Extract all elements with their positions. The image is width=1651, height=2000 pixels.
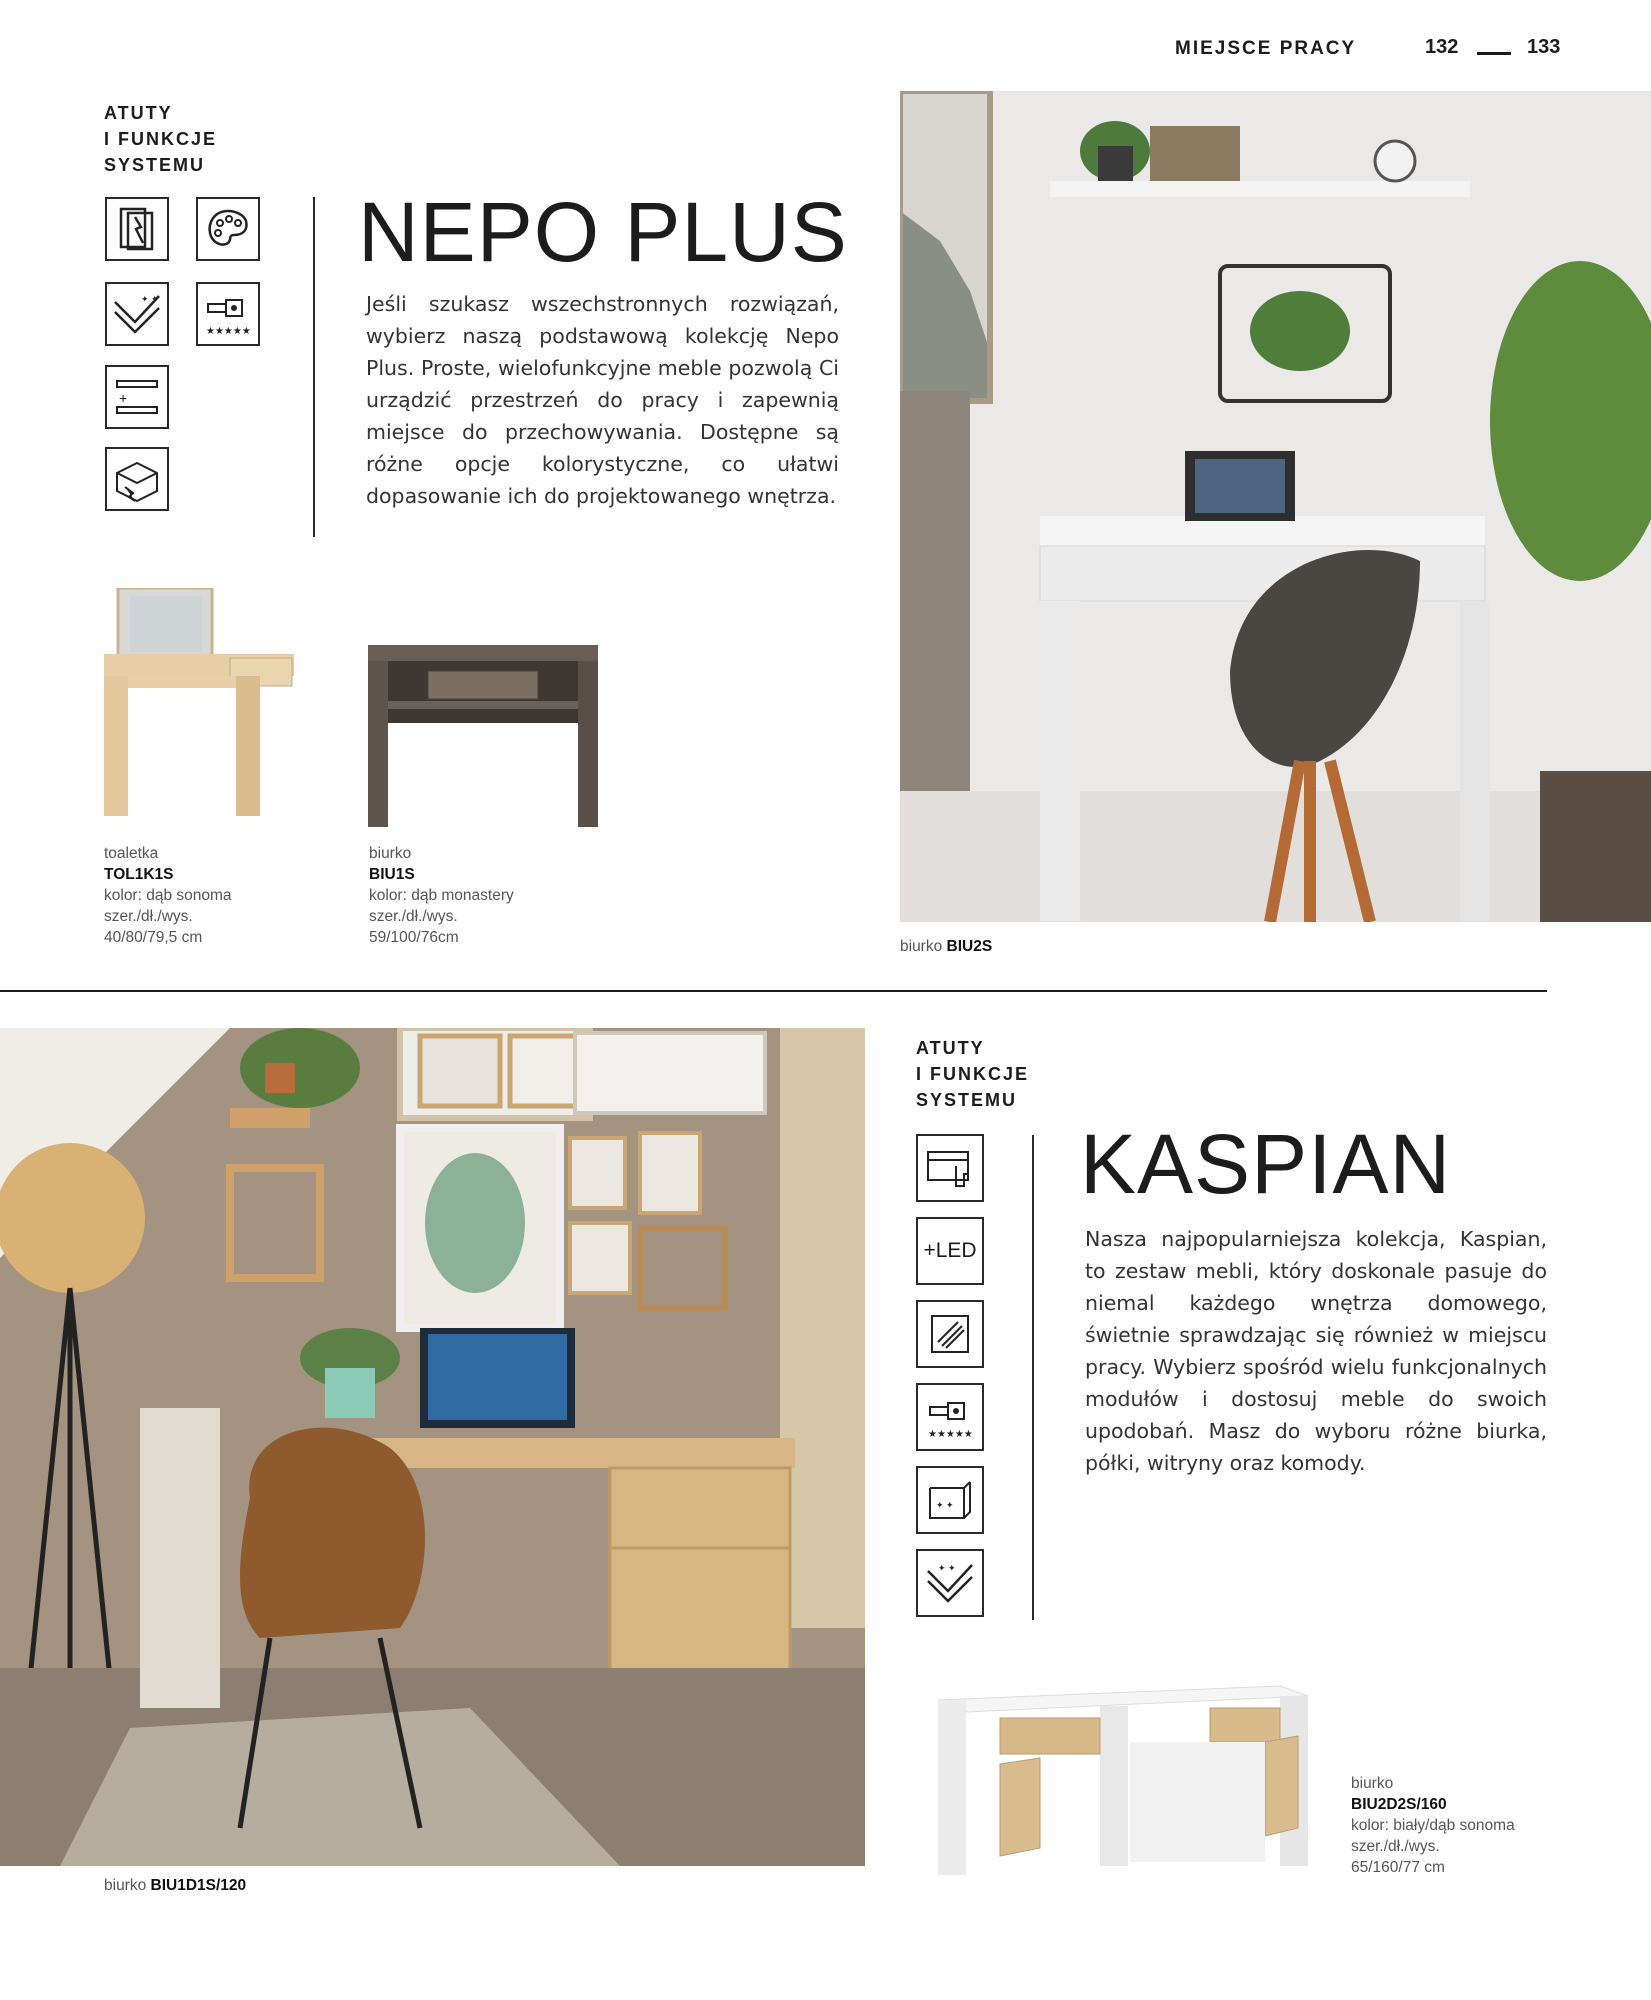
svg-text:✦ ✦: ✦ ✦ <box>936 1500 954 1510</box>
hinge-quality-icon <box>916 1383 984 1451</box>
nepo-title: NEPO PLUS <box>358 185 848 279</box>
rating-stars: ★★★★★ <box>928 1429 973 1440</box>
drawer-icon <box>916 1466 984 1534</box>
desk-biu1s-image <box>368 645 598 827</box>
product-code: TOL1K1S <box>104 866 174 883</box>
nepo-description: Jeśli szukasz wszechstronnych rozwiązań, wybierz naszą podstawową kolekcję Nepo Plus. Proste, wielofunkcyjne meble pozwolą Ci urządzić przestrzeń do pracy i zapewnią miejsce do przechowywania. Dostępne są różne opcje kolorystyczne, co ułatwi dopasowanie ich do projektowanego wnętrza. <box>366 292 839 508</box>
page-number-right: 133 <box>1527 36 1561 58</box>
color-palette-icon <box>196 197 260 261</box>
kaspian-room-photo <box>0 1028 865 1866</box>
scratch-resistant-icon <box>105 282 169 346</box>
glass-icon <box>916 1300 984 1368</box>
led-label: +LED <box>923 1239 977 1262</box>
nepo-photo-caption: biurko BIU2S <box>900 938 993 955</box>
shelf-add-icon <box>105 365 169 429</box>
nepo-room-photo <box>900 91 1651 922</box>
desk-biu2d2s-image <box>930 1678 1315 1878</box>
page-number-left: 132 <box>1425 36 1459 58</box>
svg-text:✦ ✦: ✦ ✦ <box>938 1563 956 1573</box>
section-divider <box>0 990 1547 992</box>
hinge-quality-icon <box>196 282 260 346</box>
product-code: BIU2D2S/160 <box>1351 1796 1447 1813</box>
product-caption-biu2d2s: biurko BIU2D2S/160 kolor: biały/dąb sonoma szer./dł./wys. 65/160/77 cm <box>1351 1775 1515 1876</box>
product-code: BIU1S <box>369 866 415 883</box>
section-title: MIEJSCE PRACY <box>1175 38 1357 59</box>
svg-text:+: + <box>119 390 128 406</box>
kaspian-divider <box>1032 1135 1034 1620</box>
nepo-divider <box>313 197 315 537</box>
svg-text:✦ ✦: ✦ ✦ <box>141 294 159 304</box>
led-icon <box>916 1217 984 1285</box>
product-caption-biu1s: biurko BIU1S kolor: dąb monastery szer./dł./wys. 59/100/76cm <box>369 845 514 946</box>
rating-stars: ★★★★★ <box>206 326 251 337</box>
kaspian-photo-caption: biurko BIU1D1S/120 <box>104 1877 247 1894</box>
scratch-resistant-icon <box>916 1549 984 1617</box>
page-divider <box>1477 52 1511 55</box>
kaspian-title: KASPIAN <box>1080 1117 1452 1211</box>
storage-doors-icon <box>105 197 169 261</box>
kaspian-description: Nasza najpopularniejsza kolekcja, Kaspian, to zestaw mebli, który doskonale pasuje do niemal każdego wnętrza domowego, świetnie sprawdzając się również w miejscu pracy. Wybierz spośród wielu funkcjonalnych modułów i dostosuj meble do swoich upodobań. Masz do wyboru różne biurka, półki, witryny oraz komody. <box>1085 1227 1547 1475</box>
assembly-box-icon <box>105 447 169 511</box>
push-open-icon <box>916 1134 984 1202</box>
vanity-table-image <box>100 588 295 828</box>
kaspian-features-header: ATUTY I FUNKCJE SYSTEMU <box>916 1038 1030 1110</box>
product-caption-tol1k1s: toaletka TOL1K1S kolor: dąb sonoma szer./dł./wys. 40/80/79,5 cm <box>104 845 232 946</box>
nepo-features-header: ATUTY I FUNKCJE SYSTEMU <box>104 103 218 175</box>
